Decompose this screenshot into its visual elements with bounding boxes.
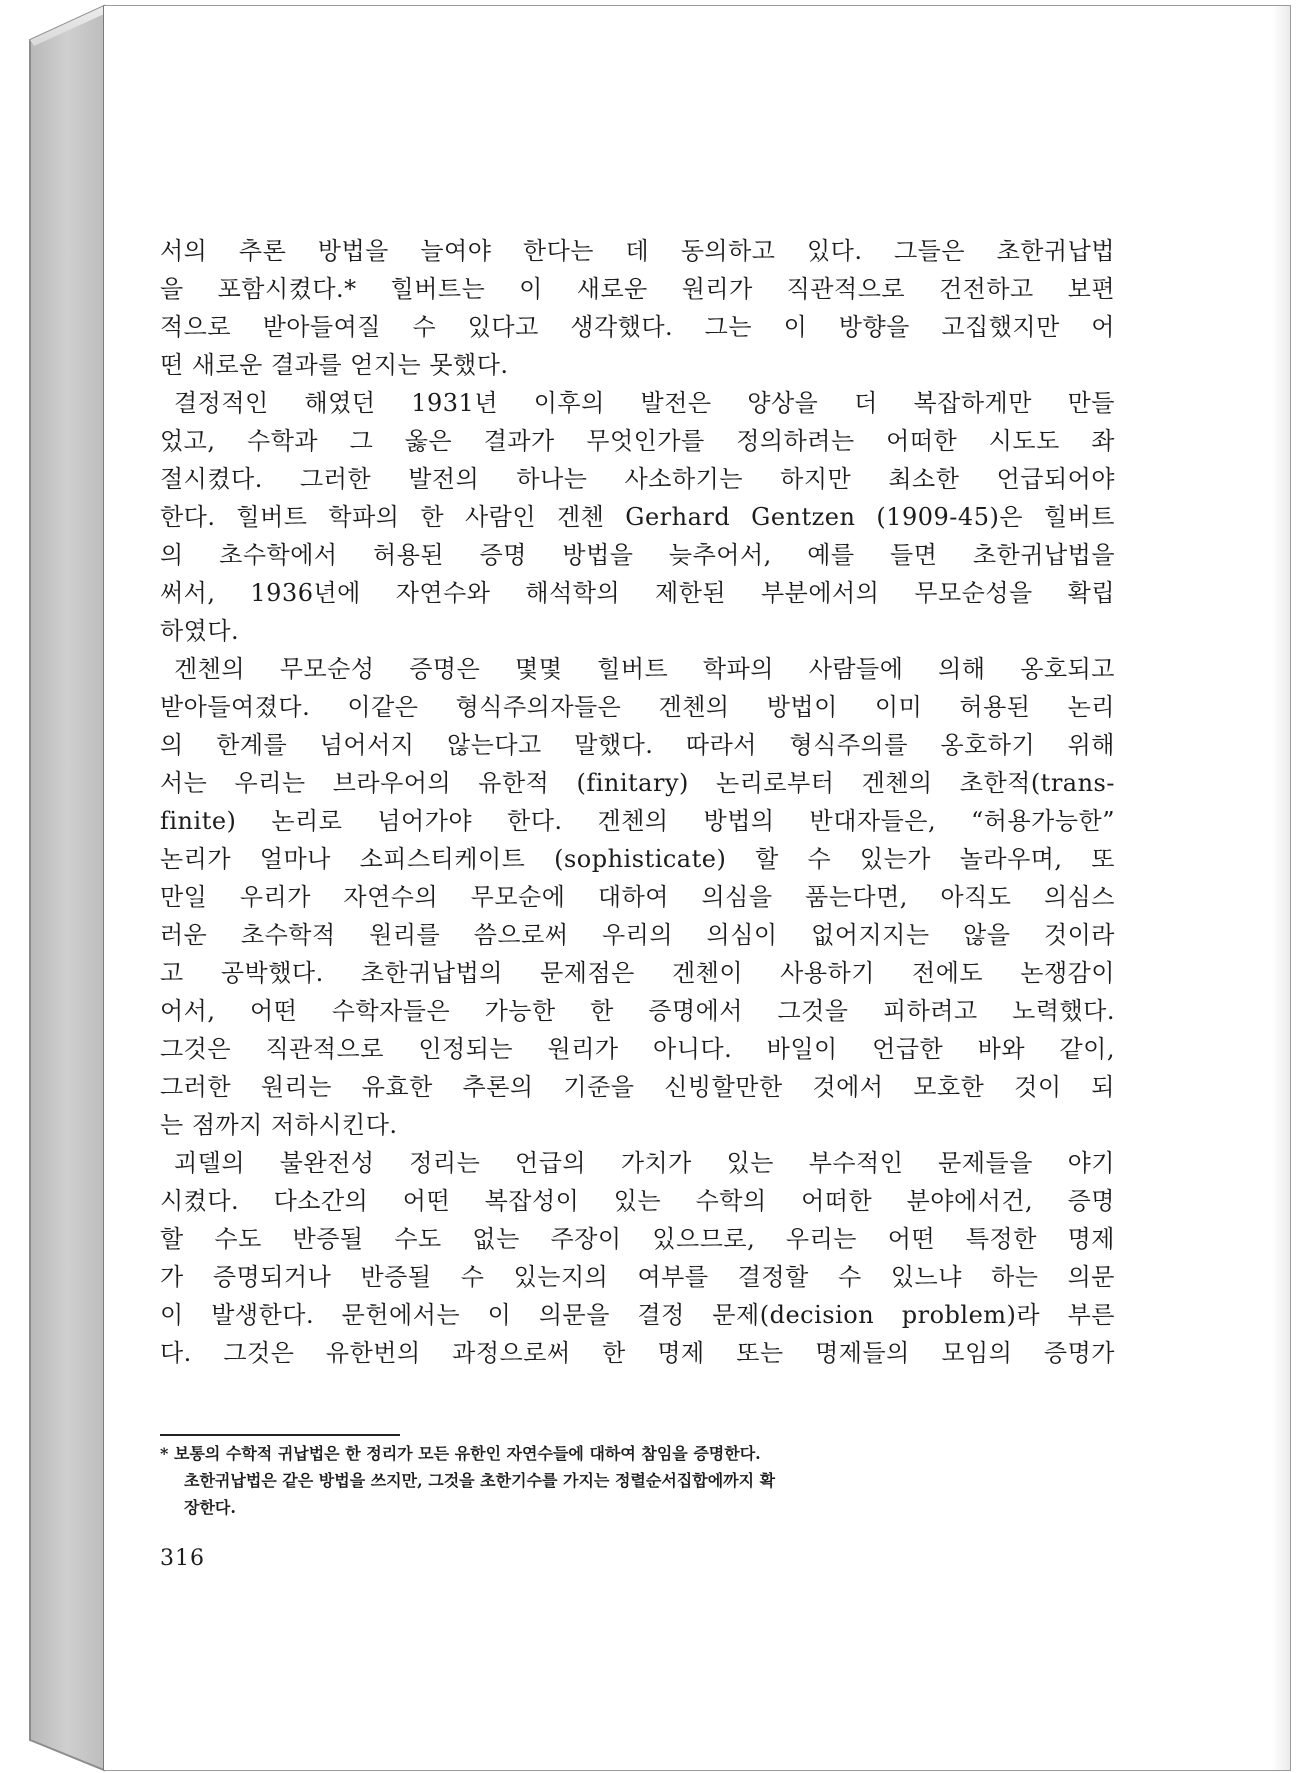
text-line: 다. 그것은 유한번의 과정으로써 한 명제 또는 명제들의 모임의 증명가 <box>160 1339 1115 1367</box>
footnote-line: 장한다. <box>184 1498 236 1517</box>
page-number: 316 <box>160 1546 205 1571</box>
text-line: 는 점까지 저하시킨다. <box>160 1111 398 1139</box>
text-line: 었고, 수학과 그 옳은 결과가 무엇인가를 정의하려는 어떠한 시도도 좌 <box>160 427 1115 455</box>
text-line: 한다. 힐버트 학파의 한 사람인 겐첸 Gerhard Gentzen (1909-45)은 힐버트 <box>160 503 1115 531</box>
text-line: 시켰다. 다소간의 어떤 복잡성이 있는 수학의 어떠한 분야에서건, 증명 <box>160 1187 1115 1215</box>
text-line: 만일 우리가 자연수의 무모순에 대하여 의심을 품는다면, 아직도 의심스 <box>160 883 1115 911</box>
footnote <box>160 1440 1115 1521</box>
text-line: 을 포함시켰다.* 힐버트는 이 새로운 원리가 직관적으로 건전하고 보편 <box>160 275 1115 303</box>
page-edge <box>1272 6 1290 1770</box>
text-line: 적으로 받아들여질 수 있다고 생각했다. 그는 이 방향을 고집했지만 어 <box>160 313 1115 341</box>
text-line: 괴델의 불완전성 정리는 언급의 가치가 있는 부수적인 문제들을 야기 <box>174 1149 1115 1177</box>
text-line: 결정적인 해였던 1931년 이후의 발전은 양상을 더 복잡하게만 만들 <box>174 389 1115 417</box>
text-line: 떤 새로운 결과를 얻지는 못했다. <box>160 351 509 379</box>
text-line: 서의 추론 방법을 늘여야 한다는 데 동의하고 있다. 그들은 초한귀납법 <box>160 237 1115 265</box>
text-line: 서는 우리는 브라우어의 유한적 (finitary) 논리로부터 겐첸의 초한적(trans- <box>160 769 1115 797</box>
text-line: 그러한 원리는 유효한 추론의 기준을 신빙할만한 것에서 모호한 것이 되 <box>160 1073 1115 1101</box>
footnote-line: 초한귀납법은 같은 방법을 쓰지만, 그것을 초한기수를 가지는 정렬순서집합에까지 확 <box>184 1471 776 1490</box>
footnote-line: * 보통의 수학적 귀납법은 한 정리가 모든 유한인 자연수들에 대하여 참임을 증명한다. <box>160 1444 761 1463</box>
text-line: 할 수도 반증될 수도 없는 주장이 있으므로, 우리는 어떤 특정한 명제 <box>160 1225 1115 1253</box>
text-line: 논리가 얼마나 소피스티케이트 (sophisticate) 할 수 있는가 놀라우며, 또 <box>160 845 1115 873</box>
footnote-divider <box>160 1434 400 1436</box>
text-line: 러운 초수학적 원리를 씀으로써 우리의 의심이 없어지지는 않을 것이라 <box>160 921 1115 949</box>
text-line: 이 발생한다. 문헌에서는 이 의문을 결정 문제(decision problem)라 부른 <box>160 1301 1115 1329</box>
text-line: 고 공박했다. 초한귀납법의 문제점은 겐첸이 사용하기 전에도 논쟁감이 <box>160 959 1115 987</box>
body-text <box>160 232 1115 1372</box>
text-line: 절시켰다. 그러한 발전의 하나는 사소하기는 하지만 최소한 언급되어야 <box>160 465 1115 493</box>
text-line: 써서, 1936년에 자연수와 해석학의 제한된 부분에서의 무모순성을 확립 <box>160 579 1115 607</box>
text-line: 의 한계를 넘어서지 않는다고 말했다. 따라서 형식주의를 옹호하기 위해 <box>160 731 1115 759</box>
text-line: 겐첸의 무모순성 증명은 몇몇 힐버트 학파의 사람들에 의해 옹호되고 <box>174 655 1115 683</box>
text-line: 어서, 어떤 수학자들은 가능한 한 증명에서 그것을 피하려고 노력했다. <box>160 997 1115 1025</box>
text-line: finite) 논리로 넘어가야 한다. 겐첸의 방법의 반대자들은, “허용가능한” <box>160 807 1115 835</box>
text-line: 의 초수학에서 허용된 증명 방법을 늦추어서, 예를 들면 초한귀납법을 <box>160 541 1115 569</box>
text-line: 하였다. <box>160 617 240 645</box>
text-line: 가 증명되거나 반증될 수 있는지의 여부를 결정할 수 있느냐 하는 의문 <box>160 1263 1115 1291</box>
text-line: 그것은 직관적으로 인정되는 원리가 아니다. 바일이 언급한 바와 같이, <box>160 1035 1115 1063</box>
text-line: 받아들여졌다. 이같은 형식주의자들은 겐첸의 방법이 이미 허용된 논리 <box>160 693 1115 721</box>
